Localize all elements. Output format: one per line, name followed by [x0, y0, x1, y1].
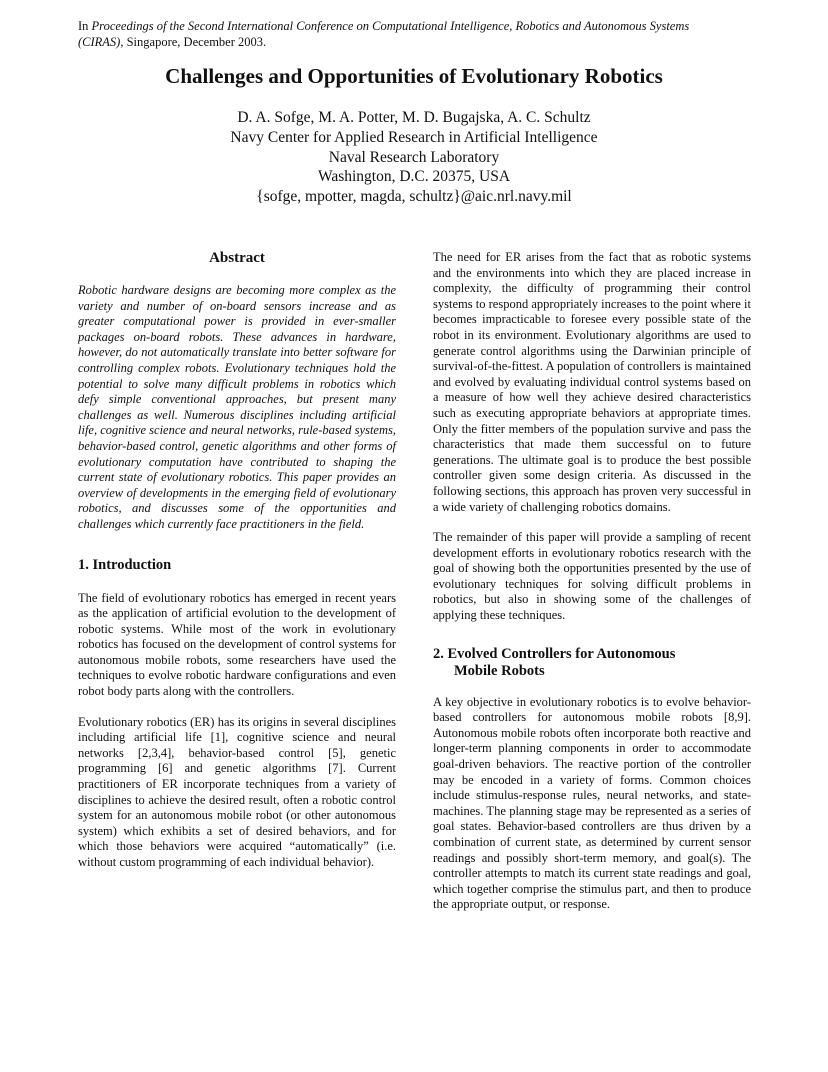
- section-2-heading: [433, 646, 751, 680]
- author-names: D. A. Sofge, M. A. Potter, M. D. Bugajska, A. C. Schultz: [237, 109, 591, 126]
- section-2-heading-line-1: 2. Evolved Controllers for Autonomous: [433, 645, 676, 662]
- author-institution: Naval Research Laboratory: [328, 148, 500, 166]
- author-emails: {sofge, mpotter, magda, schultz}@aic.nrl.navy.mil: [256, 188, 572, 206]
- right-column: [433, 250, 751, 913]
- section-1-heading: 1. Introduction: [78, 556, 172, 573]
- abstract-text: Robotic hardware designs are becoming more complex as the variety and number of on-board sensors increase and as greater computational power is provided in ever-smaller packages on-board robots. These advances in hardware, however, do not automatically translate into better software for controlling complex robots. Evolutionary techniques hold the potential to solve many difficult problems in robotics which defy simple conventional approaches, but present many challenges as well. Numerous disciplines including artificial life, cognitive science and neural networks, rule-based systems, behavior-based control, genetic algorithms and other forms of evolutionary computation have contributed to shaping the current state of evolutionary robotics. This paper provides an overview of developments in the emerging field of evolutionary robotics, and discusses some of the opportunities and challenges which currently face practitioners in the field.: [78, 283, 396, 531]
- section-2-paragraph-1: A key objective in evolutionary robotics is to evolve behavior-based controllers for autonomous mobile robots [8,9]. Autonomous mobile robots often incorporate both reactive and longer-term planning components in order to accommodate goal-driven behaviors. The reactive portion of the controller may be encoded in a variety of forms. Common choices include stimulus-response rules, neural networks, and state-machines. The planning stage may be represented as a series of goal states. Behavior-based controllers are thus driven by a combination of current state, as determined by current sensor readings and possibly short-term memory, and goal(s). The controller attempts to match its current state readings and goal, which together comprise the stimulus part, and then to produce the appropriate output, or response.: [433, 694, 751, 912]
- left-column: [78, 250, 396, 871]
- paper-title: Challenges and Opportunities of Evolutionary Robotics: [165, 64, 663, 88]
- author-affiliation: Navy Center for Applied Research in Artificial Intelligence: [230, 128, 598, 146]
- author-block: [0, 108, 828, 207]
- publication-note-prefix: In: [78, 19, 92, 33]
- publication-note: [78, 18, 768, 50]
- section-2-heading-line-2: Mobile Robots: [454, 662, 545, 679]
- section-1-paragraph-4: The remainder of this paper will provide a sampling of recent development efforts in evolutionary robotics research with the goal of showing both the opportunities presented by the use of evolutionary techniques for solving difficult problems in robotics, but also in showing some of the challenges of applying these techniques.: [433, 530, 751, 623]
- section-1-paragraph-2: Evolutionary robotics (ER) has its origins in several disciplines including artificial life [1], cognitive science and neural networks [2,3,4], behavior-based control [5], genetic programming [6] and genetic algorithms [7]. Current practitioners of ER incorporate techniques from a variety of disciplines to achieve the desired result, often a robotic control system for an autonomous mobile robot (or other autonomous system) which exhibits a set of desired behaviors, and for which those behaviors were acquired “automatically” (i.e. without custom programming of each individual behavior).: [78, 714, 396, 869]
- section-1-paragraph-3: The need for ER arises from the fact that as robotic systems and the environments into which they are placed increase in complexity, the difficulty of programming their control systems to respond appropriately increases to the point where it becomes impracticable to foresee every possible state of the robot in its environment. Evolutionary algorithms are used to generate control algorithms using the Darwinian principle of survival-of-the-fittest. A population of controllers is maintained and evolved by evaluating individual control systems based on a measure of how well they achieve desired characteristics such as executing appropriate behaviors at appropriate times. Only the fitter members of the population survive and pass the characteristics that made them successful on to future generations. The ultimate goal is to produce the best possible controller given some design criteria. As discussed in the following sections, this approach has proven very successful in a wide variety of challenging robotics domains.: [433, 250, 751, 514]
- publication-location-date: , Singapore, December 2003.: [120, 35, 267, 49]
- proceedings-name: Proceedings of the Second International Conference on Computational Intelligence, Robotics and Autonomous Systems: [91, 19, 690, 33]
- abstract-heading: Abstract: [209, 250, 265, 266]
- author-address: Washington, D.C. 20375, USA: [317, 168, 511, 186]
- section-1-paragraph-1: The field of evolutionary robotics has emerged in recent years as the application of artificial evolution to the development of robotic systems. While most of the work in evolutionary robotics has focused on the development of control systems for autonomous mobile robots, some researchers have used the techniques to evolve robotic hardware configurations and even robot body parts along with the controllers.: [78, 590, 396, 699]
- proceedings-acronym: (CIRAS): [78, 35, 121, 49]
